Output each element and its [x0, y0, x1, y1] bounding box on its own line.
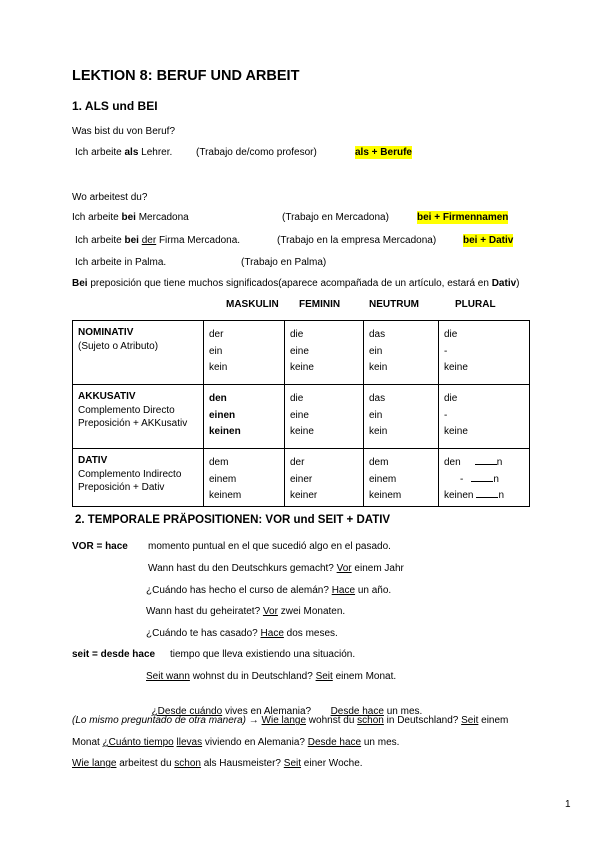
plural-cell — [439, 321, 530, 385]
text: ¿Cuándo te has casado? — [146, 628, 261, 639]
ending: n — [498, 490, 505, 501]
article: keine — [444, 362, 468, 373]
neutrum-cell — [364, 321, 439, 385]
article: keinem — [209, 490, 242, 501]
underlined: Desde hace — [330, 706, 384, 717]
article: keine — [290, 426, 314, 437]
text: wohnst du — [306, 715, 358, 726]
keyword: bei — [124, 235, 139, 246]
text: in Deutschland? — [383, 715, 462, 726]
feminin-cell — [285, 321, 364, 385]
text: un año. — [355, 585, 392, 596]
text: Ich arbeite — [75, 235, 125, 246]
article: dem — [369, 457, 389, 468]
article: dem — [209, 457, 229, 468]
question-beruf: Was bist du von Beruf? — [72, 126, 176, 137]
article: kein — [369, 426, 388, 437]
col-header-feminin: FEMININ — [299, 299, 341, 310]
col-header-plural: PLURAL — [455, 299, 496, 310]
case-desc: Complemento Directo — [78, 404, 175, 416]
text: ¿Cuándo has hecho el curso de alemán? — [146, 585, 332, 596]
case-desc: Preposición + AKKusativ — [78, 418, 188, 429]
article: das — [369, 393, 386, 404]
keyword: Dativ — [491, 278, 517, 289]
text: Wann hast du den Deutschkurs gemacht? — [148, 563, 337, 574]
text: als Hausmeister? — [200, 758, 284, 769]
text: Ich arbeite — [75, 147, 125, 158]
article: das — [369, 329, 386, 340]
article: - — [444, 345, 448, 357]
text: Lehrer. — [138, 147, 173, 158]
example-bei — [72, 211, 189, 224]
article: den — [209, 393, 227, 404]
article: kein — [369, 362, 388, 373]
case-cell — [73, 385, 204, 449]
article: keinen — [209, 426, 241, 437]
case-name: DATIV — [78, 455, 108, 466]
text: wohnst du in Deutschland? — [189, 671, 316, 682]
translation-in: (Trabajo en Palma) — [241, 257, 327, 268]
section2-heading: 2. TEMPORALE PRÄPOSITIONEN: VOR und SEIT + DATIV — [75, 514, 391, 526]
fill-blank — [476, 489, 498, 498]
example-in: Ich arbeite in Palma. — [75, 257, 167, 268]
maskulin-cell — [204, 385, 285, 449]
text: vives en Alemania? — [222, 706, 331, 717]
article: keinem — [369, 490, 402, 501]
keyword: bei — [121, 212, 136, 223]
neutrum-cell — [364, 449, 439, 507]
case-name: AKKUSATIV — [78, 391, 136, 402]
text: Firma Mercadona. — [156, 235, 241, 246]
article: keiner — [290, 490, 318, 501]
article: eine — [290, 409, 309, 421]
article: den — [444, 457, 461, 468]
article: - — [444, 409, 448, 421]
case-name: NOMINATIV — [78, 327, 134, 338]
article: die — [444, 329, 458, 340]
article: der — [290, 457, 305, 468]
underlined: schon — [357, 715, 384, 726]
text: preposición que tiene muchos significados(aparece acompañada de un artículo, estará en — [87, 278, 492, 289]
rule-highlight: bei + Firmennamen — [417, 212, 509, 223]
text: un mes. — [361, 737, 400, 748]
text: dos meses. — [283, 628, 338, 639]
underlined: Seit — [315, 671, 333, 682]
translation-bei-dativ: (Trabajo en la empresa Mercadona) — [277, 235, 437, 246]
maskulin-cell — [204, 449, 285, 507]
table-row — [73, 385, 530, 449]
plural-cell — [439, 385, 530, 449]
text: arbeitest du — [116, 758, 175, 769]
seit-example-1 — [146, 670, 396, 683]
bei-explanation — [72, 277, 520, 290]
section1-heading: 1. ALS und BEI — [72, 99, 158, 113]
article: einen — [209, 409, 236, 421]
article: die — [290, 393, 304, 404]
alternative-line-2 — [72, 736, 399, 749]
col-header-neutrum: NEUTRUM — [369, 299, 419, 310]
text: Monat — [72, 737, 103, 748]
table-row — [73, 449, 530, 507]
ending: n — [496, 457, 503, 468]
underlined-article: der — [141, 235, 157, 246]
article: die — [444, 393, 458, 404]
question-arbeit: Wo arbeitest du? — [72, 192, 148, 203]
case-desc: Preposición + Dativ — [78, 482, 165, 493]
vor-example-2 — [146, 584, 391, 597]
article: ein — [369, 409, 383, 421]
article: einem — [209, 473, 237, 485]
article: keine — [290, 362, 314, 373]
translation-bei: (Trabajo en Mercadona) — [282, 212, 389, 223]
underlined: Vor — [336, 563, 352, 574]
article: kein — [209, 362, 228, 373]
maskulin-cell — [204, 321, 285, 385]
text: ) — [516, 278, 520, 289]
vor-example-4 — [146, 627, 338, 640]
plural-cell — [439, 449, 530, 507]
keyword: als — [124, 147, 139, 158]
vor-example-3 — [146, 605, 345, 618]
text: Ich arbeite — [72, 212, 122, 223]
article: eine — [290, 345, 309, 357]
example-als — [75, 146, 172, 159]
text: Mercadona — [135, 212, 189, 223]
text: viviendo en Alemania? — [202, 737, 308, 748]
underlined: Seit — [283, 758, 302, 769]
seit-definition: tiempo que lleva existiendo una situación. — [170, 649, 356, 660]
alternative-line-3 — [72, 757, 363, 770]
neutrum-cell — [364, 385, 439, 449]
text: un mes. — [383, 706, 423, 717]
article: keine — [444, 426, 468, 437]
feminin-cell — [285, 385, 364, 449]
underlined: Hace — [260, 628, 284, 639]
text: einem — [478, 715, 509, 726]
text: einem Jahr — [351, 563, 404, 574]
underlined: Wie lange — [261, 715, 307, 726]
case-cell — [73, 449, 204, 507]
underlined: Hace — [331, 585, 356, 596]
article: einem — [369, 473, 397, 485]
seit-term: seit = desde hace — [72, 649, 156, 660]
feminin-cell — [285, 449, 364, 507]
underlined: schon — [174, 758, 201, 769]
translation-als: (Trabajo de/como profesor) — [196, 147, 317, 158]
page-number: 1 — [565, 799, 571, 810]
underlined: Desde hace — [307, 737, 362, 748]
article: ein — [369, 345, 383, 357]
example-bei-dativ — [75, 234, 240, 247]
article: ein — [209, 345, 223, 357]
underlined: ¿Cuánto tiempo — [102, 737, 174, 748]
text: einer Woche. — [301, 758, 363, 769]
fill-blank — [471, 473, 493, 482]
article: keinen — [444, 490, 474, 501]
declension-table — [72, 320, 530, 507]
underlined: llevas — [176, 737, 203, 748]
rule-highlight: bei + Dativ — [463, 235, 514, 246]
underlined: Vor — [262, 606, 278, 617]
vor-definition: momento puntual en el que sucedió algo en el pasado. — [148, 541, 391, 552]
article: einer — [290, 473, 313, 485]
underlined: Wie lange — [72, 758, 117, 769]
ending: n — [493, 473, 499, 485]
text: einem Monat. — [332, 671, 397, 682]
italic-note: (Lo mismo preguntado de otra manera) → — [72, 715, 262, 726]
article: die — [290, 329, 304, 340]
rule-highlight: als + Berufe — [355, 147, 412, 158]
fill-blank — [475, 456, 497, 465]
keyword: Bei — [72, 278, 88, 289]
col-header-maskulin: MASKULIN — [226, 299, 279, 310]
underlined: ¿Desde cuándo — [151, 706, 223, 717]
case-desc: (Sujeto o Atributo) — [78, 340, 159, 352]
underlined: Seit wann — [146, 671, 190, 682]
page-title: LEKTION 8: BERUF UND ARBEIT — [72, 68, 300, 84]
article: - — [460, 473, 464, 485]
case-desc: Complemento Indirecto — [78, 468, 182, 480]
case-cell — [73, 321, 204, 385]
vor-example-1 — [148, 562, 404, 575]
alternative-line-1 — [72, 714, 508, 727]
text: zwei Monaten. — [277, 606, 346, 617]
article: der — [209, 329, 224, 340]
table-row — [73, 321, 530, 385]
underlined: Seit — [461, 715, 479, 726]
vor-term: VOR = hace — [72, 541, 128, 552]
text: Wann hast du geheiratet? — [146, 606, 263, 617]
